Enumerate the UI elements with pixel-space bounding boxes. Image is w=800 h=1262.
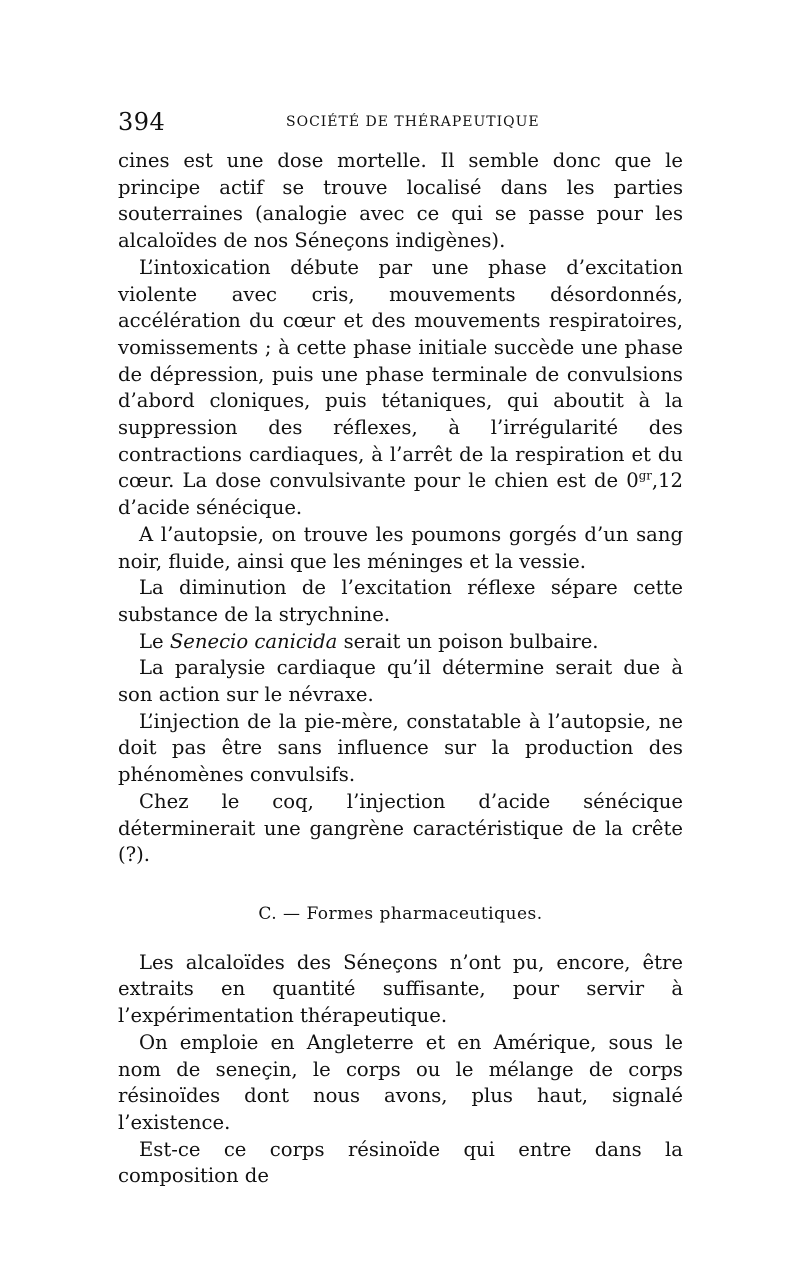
paragraph: Est-ce ce corps résinoïde qui entre dans la composition de — [118, 1137, 683, 1188]
running-title: SOCIÉTÉ DE THÉRAPEUTIQUE — [286, 114, 540, 130]
body-text — [118, 148, 683, 1190]
species-name: Senecio canicida — [169, 629, 338, 653]
paragraph: La diminution de l’excitation réflexe sépare cette substance de la strychnine. — [118, 576, 683, 626]
document-page — [118, 108, 683, 1190]
paragraph: cines est une dose mortelle. Il semble donc que le principe actif se trouve localisé dans les parties souterraines (analogie avec ce qui se passe pour les alcaloïdes de nos Séneçons indigènes). — [118, 149, 683, 253]
page-number: 394 — [118, 108, 166, 136]
paragraph: L’injection de la pie-mère, constatable à l’autopsie, ne doit pas être sans influence sur la production des phénomènes convulsifs. — [118, 709, 683, 787]
running-header — [118, 108, 683, 148]
paragraph-text: Le — [139, 629, 170, 653]
paragraph: L’intoxication débute par une phase d’excitation violente avec cris, mouvements désordonnés, accélération du cœur et des mouvements respiratoires, vomissements ; à cette phase initiale succède une phase de dépression, puis une phase terminale de convulsions d’abord cloniques, puis tétaniques, qui aboutit à la suppression des réflexes, à l’irrégularité des contractions cardiaques, à l’arrêt de la respiration et du cœur. La dose convulsivante pour le chien est de $0^{gr},12$ d’acide sénécique. — [118, 255, 683, 520]
paragraph-text: serait un poison bulbaire. — [337, 629, 599, 653]
paragraph: A l’autopsie, on trouve les poumons gorgés d’un sang noir, fluide, ainsi que les méninges et la vessie. — [118, 522, 683, 573]
paragraph: On emploie en Angleterre et en Amérique, sous le nom de seneçin, le corps ou le mélange de corps résinoïdes dont nous avons, plus haut, signalé l’existence. — [118, 1030, 683, 1134]
paragraph — [118, 629, 683, 656]
paragraph: Les alcaloïdes des Séneçons n’ont pu, encore, être extraits en quantité suffisante, pour servir à l’expérimentation thérapeutique. — [118, 950, 683, 1028]
paragraph: Chez le coq, l’injection d’acide sénécique déterminerait une gangrène caractéristique de la crête (?). — [118, 789, 683, 867]
paragraph: La paralysie cardiaque qu’il détermine serait due à son action sur le névraxe. — [118, 656, 683, 707]
section-heading: C. — Formes pharmaceutiques. — [258, 903, 543, 924]
